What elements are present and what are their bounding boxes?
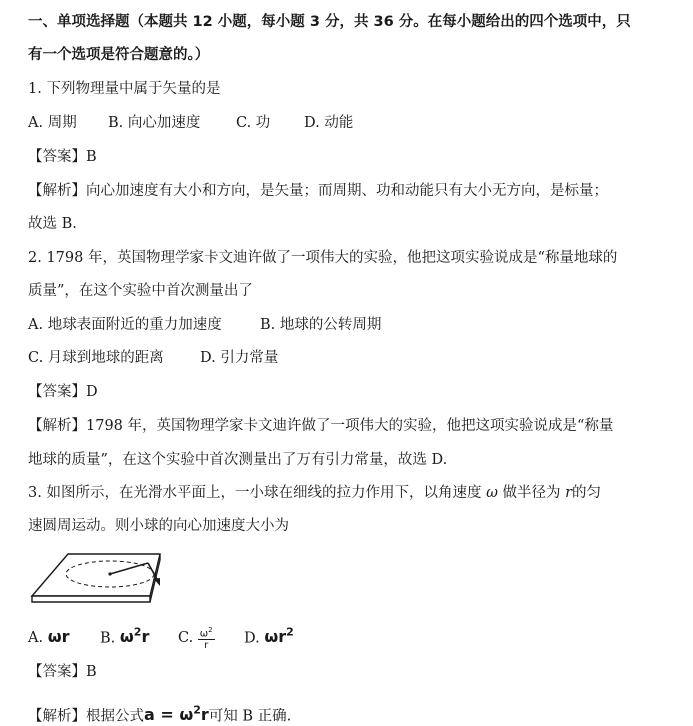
q3-option-c	[178, 625, 244, 651]
q1-option-d: D. 动能	[304, 115, 354, 131]
q1-stem: 1. 下列物理量中属于矢量的是	[28, 81, 221, 97]
q3-option-a	[28, 627, 100, 648]
omega-symbol: ω	[486, 485, 498, 501]
table-front-edge	[32, 596, 150, 602]
q3-analysis-prefix: 【解析】根据公式	[28, 708, 144, 725]
q1-options	[28, 113, 353, 133]
q3-options	[28, 623, 294, 651]
q3-analysis	[28, 701, 291, 726]
q3-figure	[26, 546, 166, 608]
q2-option-b: B. 地球的公转周期	[260, 317, 382, 333]
q1-option-c: C. 功	[236, 115, 271, 131]
formula: $a = \omega^2r$	[144, 704, 209, 725]
q2-option-d: D. 引力常量	[200, 350, 279, 366]
q3-answer: 【答案】B	[28, 664, 97, 680]
section-heading-line1: 一、单项选择题（本题共 12 小题，每小题 3 分，共 36 分。在每小题给出的四个选项中，只	[28, 14, 631, 30]
ball	[108, 572, 111, 575]
q3-option-d	[244, 623, 294, 648]
q3-stem-part-a: 3. 如图所示，在光滑水平面上，一小球在细线的拉力作用下，以角速度	[28, 485, 482, 501]
q3-stem-line1	[28, 483, 601, 503]
q3-option-c-label: C.	[178, 630, 194, 647]
q2-option-c: C. 月球到地球的距离	[28, 350, 164, 366]
q2-analysis-line1: 【解析】1798 年，英国物理学家卡文迪许做了一项伟大的实验，他把这项实验说成是“称量	[28, 418, 614, 434]
q3-stem-line2: 速圆周运动。则小球的向心加速度大小为	[28, 518, 289, 534]
q3-stem-part-c: 的匀	[572, 485, 602, 501]
q2-stem-line2: 质量”，在这个实验中首次测量出了	[28, 283, 253, 299]
q1-answer: 【答案】B	[28, 149, 97, 165]
q2-answer: 【答案】D	[28, 384, 98, 400]
q3-option-c-fraction: $\frac{\omega^2}{r}$	[199, 626, 213, 652]
q3-option-b	[100, 623, 178, 648]
q3-option-a-label: A.	[28, 630, 44, 647]
q3-option-b-label: B.	[100, 630, 116, 647]
q1-analysis-line2: 故选 B.	[28, 216, 77, 232]
q1-option-a: A. 周期	[28, 115, 77, 131]
q2-analysis-line2: 地球的质量”，在这个实验中首次测量出了万有引力常量，故选 D.	[28, 452, 448, 468]
q3-option-d-expr: $\omega r^2$	[264, 626, 294, 647]
q3-option-b-expr: $\omega^2r$	[119, 626, 150, 647]
section-heading-line2: 有一个选项是符合题意的。）	[28, 47, 210, 63]
q3-analysis-suffix: 可知 B 正确.	[208, 708, 292, 725]
q1-analysis-line1: 【解析】向心加速度有大小和方向，是矢量；而周期、功和动能只有大小无方向，是标量；	[28, 183, 608, 199]
table-top	[32, 554, 160, 596]
q3-stem-part-b: 做半径为	[502, 485, 561, 501]
q1-option-b: B. 向心加速度	[108, 115, 201, 131]
q2-options-row1	[28, 315, 381, 335]
q2-option-a: A. 地球表面附近的重力加速度	[28, 317, 222, 333]
q3-option-d-label: D.	[244, 630, 260, 647]
radius-symbol: r	[565, 485, 573, 501]
q2-options-row2	[28, 348, 278, 368]
q3-option-a-expr: ωr	[47, 627, 70, 647]
q2-stem-line1: 2. 1798 年，英国物理学家卡文迪许做了一项伟大的实验，他把这项实验说成是“称量地球的	[28, 250, 618, 266]
